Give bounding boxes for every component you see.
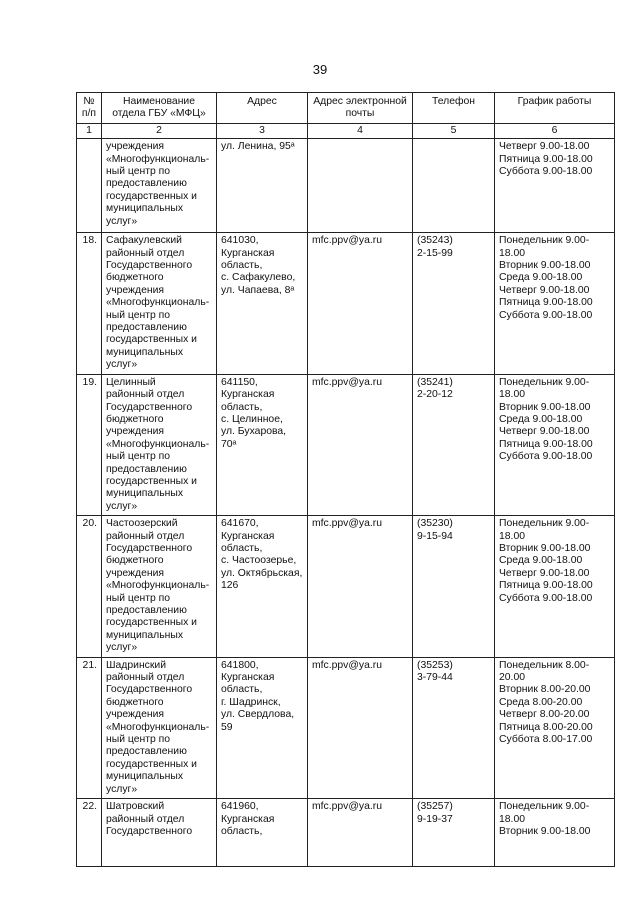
- office-name-line: муниципальных: [106, 629, 184, 641]
- office-name-line: «Многофункциональ-: [106, 580, 210, 592]
- row-number: 21.: [77, 657, 102, 798]
- office-phone: [413, 233, 495, 374]
- office-phone: [413, 516, 495, 657]
- office-schedule: [495, 657, 615, 798]
- office-schedule: [495, 516, 615, 657]
- office-name-line: районный отдел: [106, 530, 185, 542]
- office-address-line: Курганская: [221, 389, 275, 401]
- office-name-line: Государственного: [106, 260, 193, 272]
- office-schedule-line: Среда 8.00-20.00: [499, 696, 583, 708]
- table-row: [77, 374, 615, 515]
- office-name-line: муниципальных: [106, 771, 184, 783]
- office-name-line: предоставлению: [106, 322, 187, 334]
- office-address-line: ул. Свердлова,: [221, 709, 295, 721]
- office-schedule-line: Суббота 9.00-18.00: [499, 309, 593, 321]
- office-name-line: услуг»: [106, 500, 138, 512]
- office-address-line: область,: [221, 684, 263, 696]
- office-name-line: предоставлению: [106, 463, 187, 475]
- office-name-line: Государственного: [106, 825, 193, 837]
- table-row: [77, 139, 615, 233]
- office-name-line: государственных и: [106, 190, 197, 202]
- office-address: [217, 799, 308, 867]
- office-schedule-line: Понедельник 9.00-18.00: [499, 518, 590, 542]
- office-name-line: предоставлению: [106, 178, 187, 190]
- office-schedule-line: Вторник 9.00-18.00: [499, 401, 591, 413]
- column-number: 1: [77, 123, 102, 138]
- header-schedule: График работы: [495, 93, 615, 124]
- column-number: 3: [217, 123, 308, 138]
- column-number: 6: [495, 123, 615, 138]
- row-number: 19.: [77, 374, 102, 515]
- header-address: Адрес: [217, 93, 308, 124]
- header-phone: Телефон: [413, 93, 495, 124]
- office-schedule-line: Пятница 8.00-20.00: [499, 721, 593, 733]
- office-name-line: услуг»: [106, 783, 138, 795]
- row-number: 22.: [77, 799, 102, 867]
- office-name-line: «Многофункциональ-: [106, 297, 210, 309]
- office-name: [102, 374, 217, 515]
- office-phone-line: (35230): [417, 518, 453, 530]
- office-name-line: районный отдел: [106, 247, 185, 259]
- office-schedule-line: Понедельник 9.00-18.00: [499, 801, 590, 825]
- office-name-line: услуг»: [106, 215, 138, 227]
- office-name-line: ный центр по: [106, 451, 171, 463]
- office-schedule: [495, 233, 615, 374]
- office-address-line: ул. Октябрьская,: [221, 567, 303, 579]
- office-address-line: ул. Чапаева, 8ᵃ: [221, 284, 295, 296]
- office-address-line: с. Сафакулево,: [221, 272, 296, 284]
- office-schedule: [495, 139, 615, 233]
- office-name-line: Государственного: [106, 401, 193, 413]
- office-address-line: 70ᵃ: [221, 438, 237, 450]
- office-name: [102, 233, 217, 374]
- office-schedule-line: Понедельник 9.00-18.00: [499, 376, 590, 401]
- office-phone-line: (35241): [417, 376, 453, 388]
- office-phone: [413, 657, 495, 798]
- office-phone-line: 9-19-37: [417, 813, 453, 825]
- office-address-line: область,: [221, 825, 263, 837]
- office-schedule-line: Среда 9.00-18.00: [499, 272, 583, 284]
- office-schedule-line: Четверг 9.00-18.00: [499, 141, 590, 153]
- office-name-line: учреждения: [106, 709, 165, 721]
- office-schedule-line: Вторник 8.00-20.00: [499, 684, 591, 696]
- office-address-line: с. Целинное,: [221, 413, 283, 425]
- office-name-line: государственных и: [106, 758, 197, 770]
- office-name-line: «Многофункциональ-: [106, 438, 210, 450]
- office-name-line: муниципальных: [106, 346, 184, 358]
- office-phone: [413, 139, 495, 233]
- office-phone: [413, 799, 495, 867]
- office-schedule-line: Пятница 9.00-18.00: [499, 438, 593, 450]
- office-address-line: Курганская: [221, 530, 275, 542]
- office-name-line: государственных и: [106, 334, 197, 346]
- office-name-line: учреждения: [106, 426, 165, 438]
- office-name-line: ный центр по: [106, 309, 171, 321]
- office-name-line: бюджетного: [106, 272, 164, 284]
- office-name-line: государственных и: [106, 617, 197, 629]
- office-name-line: ный центр по: [106, 166, 171, 178]
- office-schedule-line: Четверг 9.00-18.00: [499, 426, 590, 438]
- office-schedule-line: Понедельник 9.00-18.00: [499, 235, 590, 259]
- table-row: [77, 657, 615, 798]
- office-address-line: область,: [221, 542, 263, 554]
- office-address-line: Курганская: [221, 672, 275, 684]
- office-address-line: г. Шадринск,: [221, 696, 281, 708]
- office-schedule-line: Пятница 9.00-18.00: [499, 580, 593, 592]
- office-schedule-line: Вторник 9.00-18.00: [499, 260, 591, 272]
- office-email: mfc.ppv@ya.ru: [308, 657, 413, 798]
- office-name: [102, 139, 217, 233]
- office-address-line: 641960,: [221, 801, 259, 813]
- office-schedule-line: Четверг 9.00-18.00: [499, 284, 590, 296]
- office-name: [102, 657, 217, 798]
- office-address: [217, 233, 308, 374]
- page-number: 39: [312, 62, 328, 77]
- office-name-line: учреждения: [106, 567, 165, 579]
- office-address: [217, 374, 308, 515]
- office-schedule-line: Четверг 8.00-20.00: [499, 709, 590, 721]
- table-row: [77, 233, 615, 374]
- office-address-line: область,: [221, 260, 263, 272]
- office-name-line: районный отдел: [106, 389, 185, 401]
- office-address-line: ул. Ленина, 95ᵃ: [221, 141, 295, 153]
- column-number-row: [77, 123, 615, 138]
- office-name-line: Шатровский: [106, 801, 165, 813]
- office-schedule-line: Четверг 9.00-18.00: [499, 567, 590, 579]
- header-num: № п/п: [77, 93, 102, 124]
- office-email: mfc.ppv@ya.ru: [308, 799, 413, 867]
- office-schedule-line: Пятница 9.00-18.00: [499, 297, 593, 309]
- office-phone: [413, 374, 495, 515]
- office-email: [308, 139, 413, 233]
- office-schedule-line: Суббота 9.00-18.00: [499, 166, 593, 178]
- office-schedule-line: Суббота 9.00-18.00: [499, 592, 593, 604]
- office-address: [217, 657, 308, 798]
- office-name-line: учреждения: [106, 284, 165, 296]
- column-number: 4: [308, 123, 413, 138]
- row-number: [77, 139, 102, 233]
- office-name-line: учреждения: [106, 141, 165, 153]
- office-phone-line: (35253): [417, 659, 453, 671]
- office-name-line: «Многофункциональ-: [106, 721, 210, 733]
- office-name: [102, 799, 217, 867]
- office-schedule-line: Вторник 9.00-18.00: [499, 542, 591, 554]
- office-phone-line: 9-15-94: [417, 530, 453, 542]
- office-address-line: с. Частоозерье,: [221, 555, 297, 567]
- office-schedule-line: Пятница 9.00-18.00: [499, 153, 593, 165]
- office-name-line: муниципальных: [106, 488, 184, 500]
- office-schedule-line: Среда 9.00-18.00: [499, 555, 583, 567]
- column-number: 5: [413, 123, 495, 138]
- office-email: mfc.ppv@ya.ru: [308, 233, 413, 374]
- office-name-line: услуг»: [106, 359, 138, 371]
- office-name-line: Государственного: [106, 684, 193, 696]
- office-address-line: область,: [221, 401, 263, 413]
- office-address-line: 126: [221, 580, 239, 592]
- office-name-line: районный отдел: [106, 813, 185, 825]
- office-name-line: услуг»: [106, 642, 138, 654]
- office-name-line: муниципальных: [106, 203, 184, 215]
- office-name-line: Частоозерский: [106, 518, 178, 530]
- office-name-line: ный центр по: [106, 592, 171, 604]
- office-address-line: 641150,: [221, 376, 258, 388]
- office-address: [217, 139, 308, 233]
- office-phone-line: 3-79-44: [417, 672, 453, 684]
- office-name-line: «Многофункциональ-: [106, 153, 210, 165]
- office-name-line: бюджетного: [106, 413, 164, 425]
- office-name: [102, 516, 217, 657]
- office-address-line: 641030,: [221, 235, 259, 247]
- office-schedule: [495, 374, 615, 515]
- table-row: [77, 799, 615, 867]
- office-name-line: Сафакулевский: [106, 235, 182, 247]
- office-address-line: 641800,: [221, 659, 259, 671]
- column-number: 2: [102, 123, 217, 138]
- office-address-line: 59: [221, 721, 233, 733]
- office-name-line: Целинный: [106, 376, 156, 388]
- mfc-offices-table: [76, 92, 615, 867]
- office-name-line: ный центр по: [106, 734, 171, 746]
- table-row: [77, 516, 615, 657]
- office-phone-line: (35243): [417, 235, 453, 247]
- office-address-line: Курганская: [221, 813, 275, 825]
- office-schedule-line: Суббота 8.00-17.00: [499, 734, 593, 746]
- table-header-row: [77, 93, 615, 124]
- office-name-line: бюджетного: [106, 696, 164, 708]
- office-schedule-line: Вторник 9.00-18.00: [499, 825, 591, 837]
- row-number: 18.: [77, 233, 102, 374]
- header-name: Наименование отдела ГБУ «МФЦ»: [102, 93, 217, 124]
- office-address-line: 641670,: [221, 518, 259, 530]
- office-name-line: бюджетного: [106, 555, 164, 567]
- office-name-line: районный отдел: [106, 672, 185, 684]
- office-name-line: предоставлению: [106, 605, 187, 616]
- table-body: [77, 139, 615, 867]
- office-phone-line: 2-20-12: [417, 389, 453, 401]
- office-name-line: государственных и: [106, 475, 197, 487]
- office-email: mfc.ppv@ya.ru: [308, 516, 413, 657]
- office-name-line: Государственного: [106, 542, 193, 554]
- office-email: mfc.ppv@ya.ru: [308, 374, 413, 515]
- office-name-line: предоставлению: [106, 746, 187, 758]
- office-schedule-line: Понедельник 8.00-20.00: [499, 659, 590, 684]
- office-schedule: [495, 799, 615, 867]
- office-address: [217, 516, 308, 657]
- row-number: 20.: [77, 516, 102, 657]
- header-email: Адрес электронной почты: [308, 93, 413, 124]
- office-phone-line: 2-15-99: [417, 247, 453, 259]
- office-phone-line: (35257): [417, 801, 453, 813]
- office-schedule-line: Среда 9.00-18.00: [499, 413, 583, 425]
- office-address-line: ул. Бухарова,: [221, 426, 287, 438]
- office-schedule-line: Суббота 9.00-18.00: [499, 451, 593, 463]
- office-address-line: Курганская: [221, 247, 275, 259]
- office-name-line: Шадринский: [106, 659, 167, 671]
